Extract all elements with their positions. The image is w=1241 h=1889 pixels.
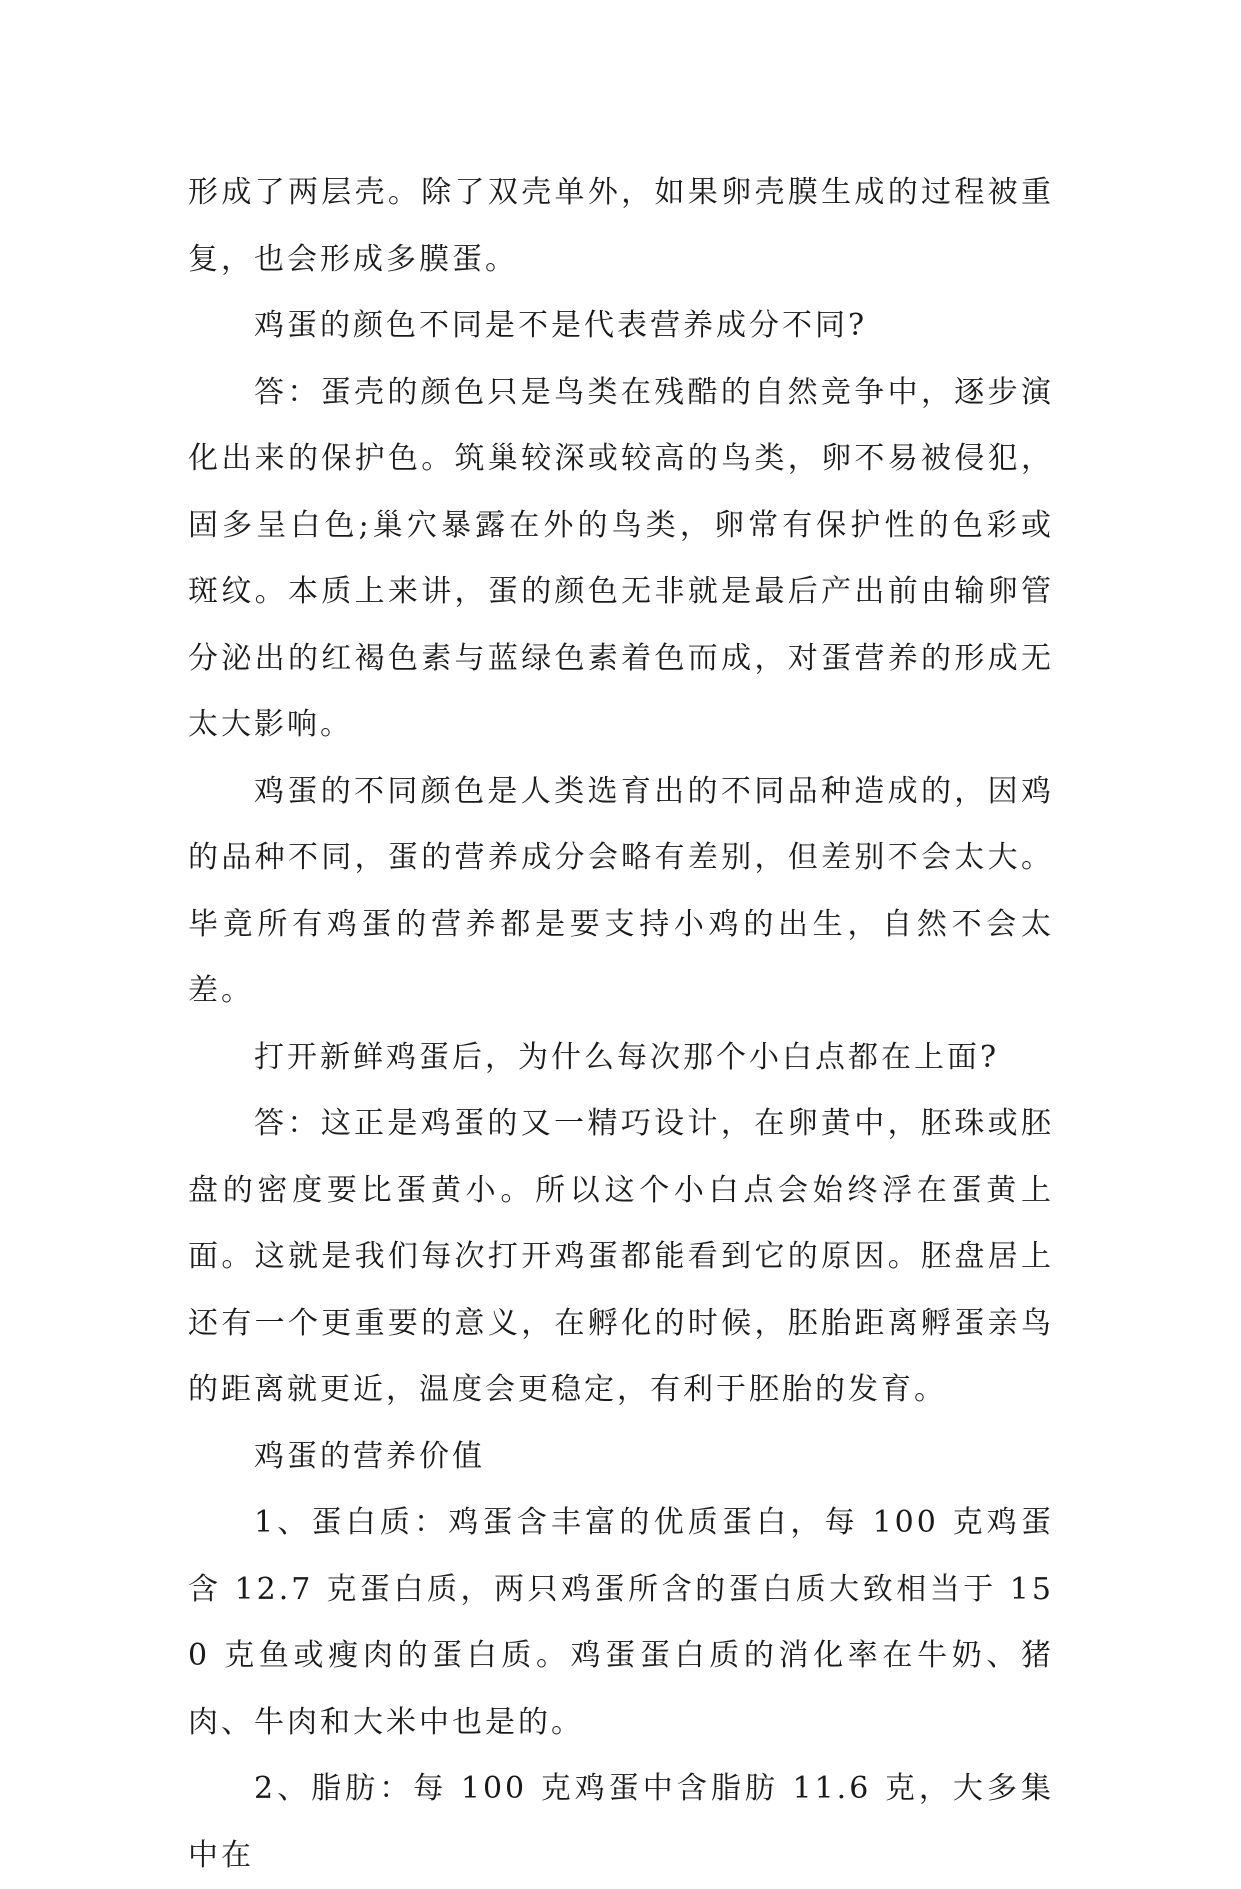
document-body [188, 160, 1054, 1889]
list-item-fat: 2、脂肪：每 100 克鸡蛋中含脂肪 11.6 克，大多集中在 [188, 1771, 1054, 1873]
paragraph-egg-breeds: 鸡蛋的不同颜色是人类选育出的不同品种造成的，因鸡的品种不同，蛋的营养成分会略有差别，但差别不会太大。毕竟所有鸡蛋的营养都是要支持小鸡的出生，自然不会太差。 [188, 773, 1054, 1008]
section-heading-nutrition: 鸡蛋的营养价值 [254, 1438, 485, 1474]
question-heading-egg-color: 鸡蛋的颜色不同是不是代表营养成分不同? [254, 308, 868, 343]
answer-egg-color: 答：蛋壳的颜色只是鸟类在残酷的自然竞争中，逐步演化出来的保护色。筑巢较深或较高的鸟类，卵不易被侵犯，固多呈白色;巢穴暴露在外的鸟类，卵常有保护性的色彩或斑纹。本质上来讲，蛋的颜色无非就是最后产出前由输卵管分泌出的红褐色素与蓝绿色素着色而成，对蛋营养的形成无太大影响。 [188, 374, 1054, 742]
answer-white-spot: 答：这正是鸡蛋的又一精巧设计，在卵黄中，胚珠或胚盘的密度要比蛋黄小。所以这个小白点会始终浮在蛋黄上面。这就是我们每次打开鸡蛋都能看到它的原因。胚盘居上还有一个更重要的意义，在孵化的时候，胚胎距离孵蛋亲鸟的距离就更近，温度会更稳定，有利于胚胎的发育。 [188, 1106, 1054, 1407]
question-heading-white-spot: 打开新鲜鸡蛋后，为什么每次那个小白点都在上面? [254, 1039, 1000, 1075]
paragraph-continuation: 形成了两层壳。除了双壳单外，如果卵壳膜生成的过程被重复，也会形成多膜蛋。 [188, 175, 1054, 277]
list-item-protein: 1、蛋白质：鸡蛋含丰富的优质蛋白，每 100 克鸡蛋含 12.7 克蛋白质，两只鸡蛋所含的蛋白质大致相当于 150 克鱼或瘦肉的蛋白质。鸡蛋蛋白质的消化率在牛奶、猪肉、牛肉和大米中也是的。 [188, 1505, 1054, 1740]
